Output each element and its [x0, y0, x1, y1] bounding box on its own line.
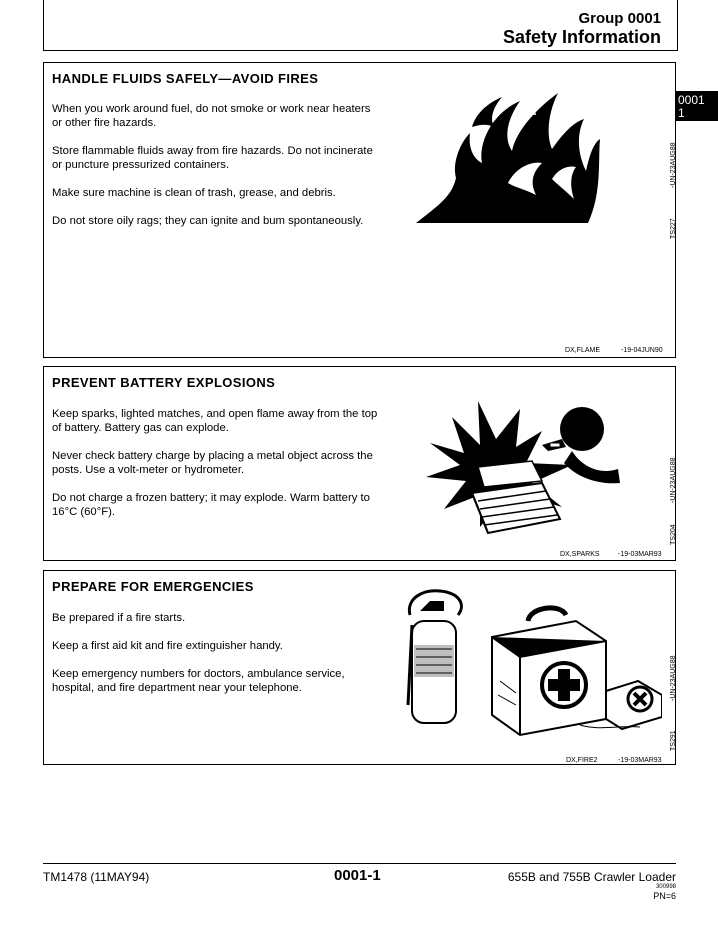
section-title: PREPARE FOR EMERGENCIES — [52, 579, 254, 594]
section-body — [52, 611, 382, 709]
image-date-code: -UN-23AUG88 — [670, 457, 677, 503]
ref-date: -19-03MAR93 — [618, 551, 662, 558]
paragraph: Do not charge a frozen battery; it may explode. Warm battery to 16°C (60°F). — [52, 492, 370, 518]
footer-manual-id: TM1478 (11MAY94) — [43, 870, 150, 884]
paragraph: Do not store oily rags; they can ignite and bum spontaneously. — [52, 215, 364, 227]
section-tab[interactable] — [676, 91, 718, 121]
group-number: Group 0001 — [578, 10, 661, 27]
paragraph: Keep sparks, lighted matches, and open flame away from the top of battery. Battery gas can explode. — [52, 408, 378, 434]
paragraph: Make sure machine is clean of trash, grease, and debris. — [52, 187, 336, 199]
ref-date: -19-04JUN90 — [621, 347, 663, 354]
paragraph: Keep emergency numbers for doctors, ambulance service, hospital, and fire department near your telephone. — [52, 668, 345, 694]
paragraph: Keep a first aid kit and fire extinguisher handy. — [52, 640, 283, 652]
ref-code: DX,FLAME — [565, 347, 601, 354]
paragraph: When you work around fuel, do not smoke or work near heaters or other fire hazards. — [52, 103, 371, 129]
footer-machine-name: 655B and 755B Crawler Loader — [507, 870, 676, 884]
section-handle-fluids — [43, 62, 676, 358]
ref-date: -19-03MAR93 — [618, 757, 662, 764]
page-number: 0001-1 — [334, 867, 381, 884]
image-date-code: -UN-23AUG88 — [670, 655, 677, 701]
fire-extinguisher-first-aid-illustration — [400, 585, 662, 737]
paragraph: Store flammable fluids away from fire hazards. Do not incinerate or puncture pressurized containers. — [52, 145, 373, 171]
ref-code: DX,FIRE2 — [566, 757, 598, 764]
page-title: Safety Information — [502, 27, 661, 47]
section-title: HANDLE FLUIDS SAFELY—AVOID FIRES — [52, 71, 319, 86]
section-title: PREVENT BATTERY EXPLOSIONS — [52, 375, 276, 390]
flame-illustration — [412, 83, 612, 228]
page-header — [43, 0, 678, 51]
footer-small-code: 300998 — [655, 884, 676, 890]
battery-explosion-illustration — [422, 387, 622, 542]
paragraph: Never check battery charge by placing a metal object across the posts. Use a volt-meter or hydrometer. — [52, 450, 373, 476]
section-body — [52, 407, 382, 533]
ref-code: DX,SPARKS — [560, 551, 600, 558]
image-code: TS291 — [670, 730, 677, 751]
image-date-code: -UN-23AUG88 — [670, 142, 677, 188]
footer-pn: PN=6 — [653, 891, 676, 901]
section-emergencies — [43, 570, 676, 765]
section-battery-explosions — [43, 366, 676, 561]
paragraph: Be prepared if a fire starts. — [52, 612, 186, 624]
section-body — [52, 102, 382, 242]
tab-line-1: 0001 — [678, 93, 705, 107]
footer-divider — [43, 863, 676, 864]
tab-line-2: 1 — [678, 106, 685, 120]
image-code: TS227 — [670, 218, 677, 239]
image-code: TS204 — [670, 524, 677, 545]
